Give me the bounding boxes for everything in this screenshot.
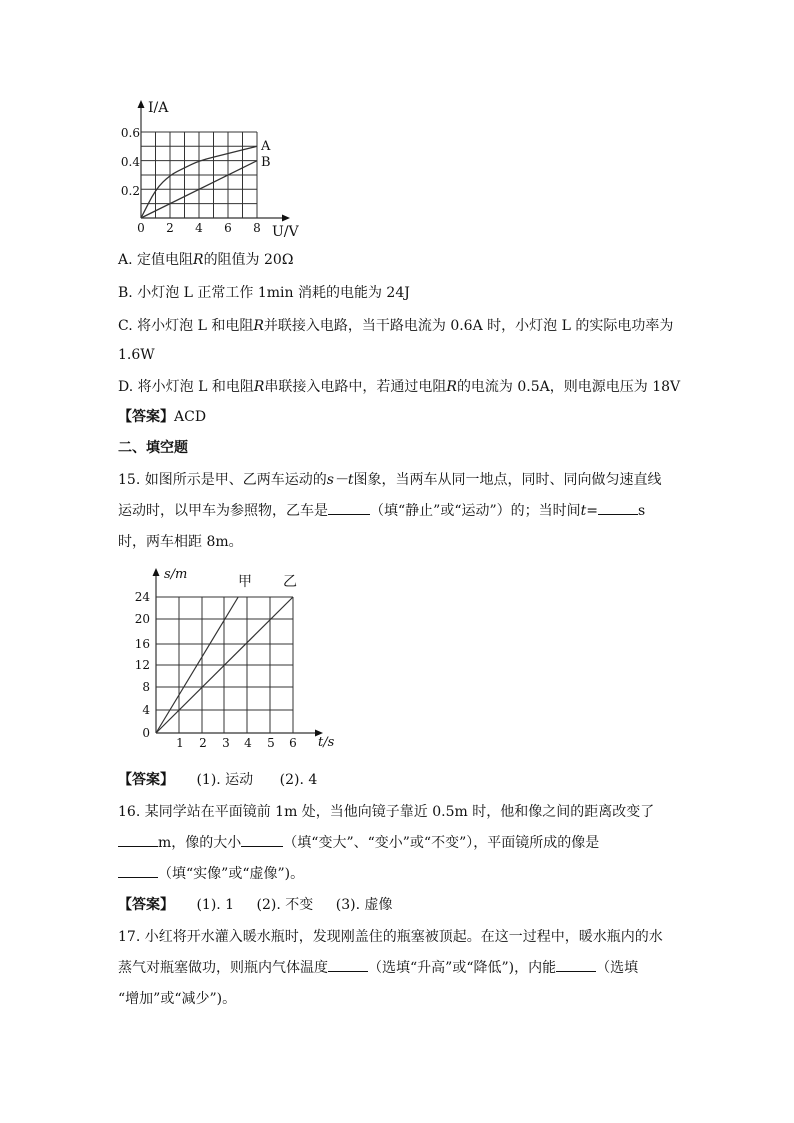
q15-var-st: s－t <box>326 472 354 488</box>
q17-line-3: “增加”或“减少”)。 <box>118 991 237 1007</box>
st-x-tick: 1 <box>176 736 184 750</box>
st-x-tick: 2 <box>199 736 207 750</box>
answer-tag: 【答案】 <box>118 897 174 913</box>
q17-line-2 <box>118 957 638 977</box>
answer-blank[interactable] <box>118 863 158 878</box>
option-text: 串联接入电路中，若通过电阻 <box>264 379 447 395</box>
option-letter: B. <box>118 285 133 301</box>
iu-graph <box>112 92 332 242</box>
st-y-tick: 12 <box>134 658 150 672</box>
answer-value: (1). 1 <box>196 897 235 913</box>
option-text: 的阻值为 20Ω <box>203 252 294 268</box>
q16-text: （填“实像”或“虚像”)。 <box>158 866 305 882</box>
answer-value: (1). 运动 <box>196 772 254 788</box>
st-y-tick: 16 <box>134 637 150 651</box>
option-letter: D. <box>118 379 134 395</box>
q16-text: m，像的大小 <box>158 835 242 851</box>
option-letter: C. <box>118 318 133 334</box>
q15-text: s <box>638 503 646 519</box>
st-y-label: s/m <box>164 567 188 582</box>
q15-text: 图象，当两车从同一地点，同时、同向做匀速直线 <box>353 472 662 488</box>
answer-tag: 【答案】 <box>118 409 174 425</box>
iu-x-label: U/V <box>272 224 299 240</box>
q16-line-1: 16. 某同学站在平面镜前 1m 处，当他向镜子靠近 0.5m 时，他和像之间的距离改变了 <box>118 804 655 820</box>
q16-line-3 <box>118 863 304 883</box>
answer-blank[interactable] <box>328 500 370 515</box>
q14-answer <box>118 406 206 426</box>
variable-r: R <box>253 379 265 395</box>
iu-y-tick: 0.2 <box>120 184 140 198</box>
q17-line-1: 17. 小红将开水灌入暖水瓶时，发现刚盖住的瓶塞被顶起。在这一过程中，暖水瓶内的水 <box>118 929 663 945</box>
q15-line-3: 时，两车相距 8m。 <box>118 534 243 550</box>
iu-y-ticks <box>121 126 140 198</box>
st-x-label: t/s <box>318 735 335 750</box>
iu-x-arrow <box>282 215 290 222</box>
st-graph <box>132 564 352 754</box>
st-x-tick: 6 <box>289 736 297 750</box>
answer-value: (3). 虚像 <box>335 897 393 913</box>
section-title: 二、填空题 <box>118 440 188 456</box>
variable-r: R <box>193 252 204 268</box>
iu-series-a-label: A <box>261 139 271 154</box>
iu-y-arrow <box>138 100 145 108</box>
iu-x-tick: 4 <box>195 221 203 235</box>
q15-answer <box>118 769 317 789</box>
q16-answer <box>118 894 392 914</box>
q15-text: 15. 如图所示是甲、乙两车运动的 <box>118 472 327 488</box>
q17-text: （选填 <box>596 960 639 976</box>
option-b <box>118 282 410 302</box>
st-series-jia-label: 甲 <box>238 574 252 590</box>
q15-text: （填“静止”或“运动”）的；当时间 <box>370 503 581 519</box>
q15-text: = <box>586 503 599 519</box>
st-y-tick: 8 <box>142 680 150 694</box>
st-y-tick: 24 <box>134 590 150 604</box>
q15-text: 运动时，以甲车为参照物，乙车是 <box>118 503 328 519</box>
st-y-ticks <box>135 590 151 740</box>
q15-var-t: t <box>580 503 587 519</box>
iu-x-tick: 6 <box>224 221 232 235</box>
option-text: 并联接入电路，当干路电流为 0.6A 时，小灯泡 L 的实际电功率为 <box>263 318 674 334</box>
option-text: 的电流为 0.5A，则电源电压为 18V <box>456 379 681 395</box>
st-x-tick: 3 <box>222 736 230 750</box>
q16-text: （填“变大”、“变小”或“不变”），平面镜所成的像是 <box>283 835 600 851</box>
variable-r: R <box>253 318 264 334</box>
option-d <box>118 376 680 396</box>
variable-r: R <box>446 379 457 395</box>
st-x-tick: 4 <box>244 736 252 750</box>
st-x-ticks <box>176 736 297 750</box>
iu-x-ticks <box>137 221 261 235</box>
option-text: 定值电阻 <box>137 252 194 268</box>
answer-blank[interactable] <box>241 832 283 847</box>
answer-blank[interactable] <box>598 500 638 515</box>
iu-x-tick: 0 <box>137 221 145 235</box>
answer-blank[interactable] <box>328 957 368 972</box>
st-y-tick: 0 <box>142 726 150 740</box>
iu-series-b-label: B <box>261 155 271 170</box>
option-c <box>118 315 673 335</box>
iu-y-label: I/A <box>148 100 169 116</box>
answer-blank[interactable] <box>118 832 158 847</box>
answer-tag: 【答案】 <box>118 772 174 788</box>
answer-blank[interactable] <box>556 957 596 972</box>
option-text: 小灯泡 L 正常工作 1min 消耗的电能为 24J <box>137 285 410 301</box>
option-letter: A. <box>118 252 133 268</box>
answer-value: (2). 不变 <box>256 897 314 913</box>
option-a <box>118 249 293 269</box>
iu-y-tick: 0.6 <box>120 126 140 140</box>
st-x-tick: 5 <box>267 736 275 750</box>
q17-text: （选填“升高”或“降低”)，内能 <box>368 960 557 976</box>
st-y-tick: 4 <box>142 703 150 717</box>
option-text: 将小灯泡 L 和电阻 <box>137 379 254 395</box>
option-c-continuation: 1.6W <box>118 347 155 363</box>
st-y-arrow <box>153 568 160 576</box>
iu-y-tick: 0.4 <box>120 155 140 169</box>
st-y-tick: 20 <box>134 612 150 626</box>
q17-text: 蒸气对瓶塞做功，则瓶内气体温度 <box>118 960 328 976</box>
answer-value: ACD <box>174 409 207 425</box>
option-text: 将小灯泡 L 和电阻 <box>137 318 254 334</box>
iu-x-tick: 2 <box>166 221 174 235</box>
answer-value: (2). 4 <box>279 772 318 788</box>
iu-x-tick: 8 <box>253 221 261 235</box>
st-series-yi-label: 乙 <box>283 574 297 590</box>
q16-line-2 <box>118 832 599 852</box>
q15-line-2 <box>118 500 645 520</box>
q15-line-1 <box>118 469 662 489</box>
